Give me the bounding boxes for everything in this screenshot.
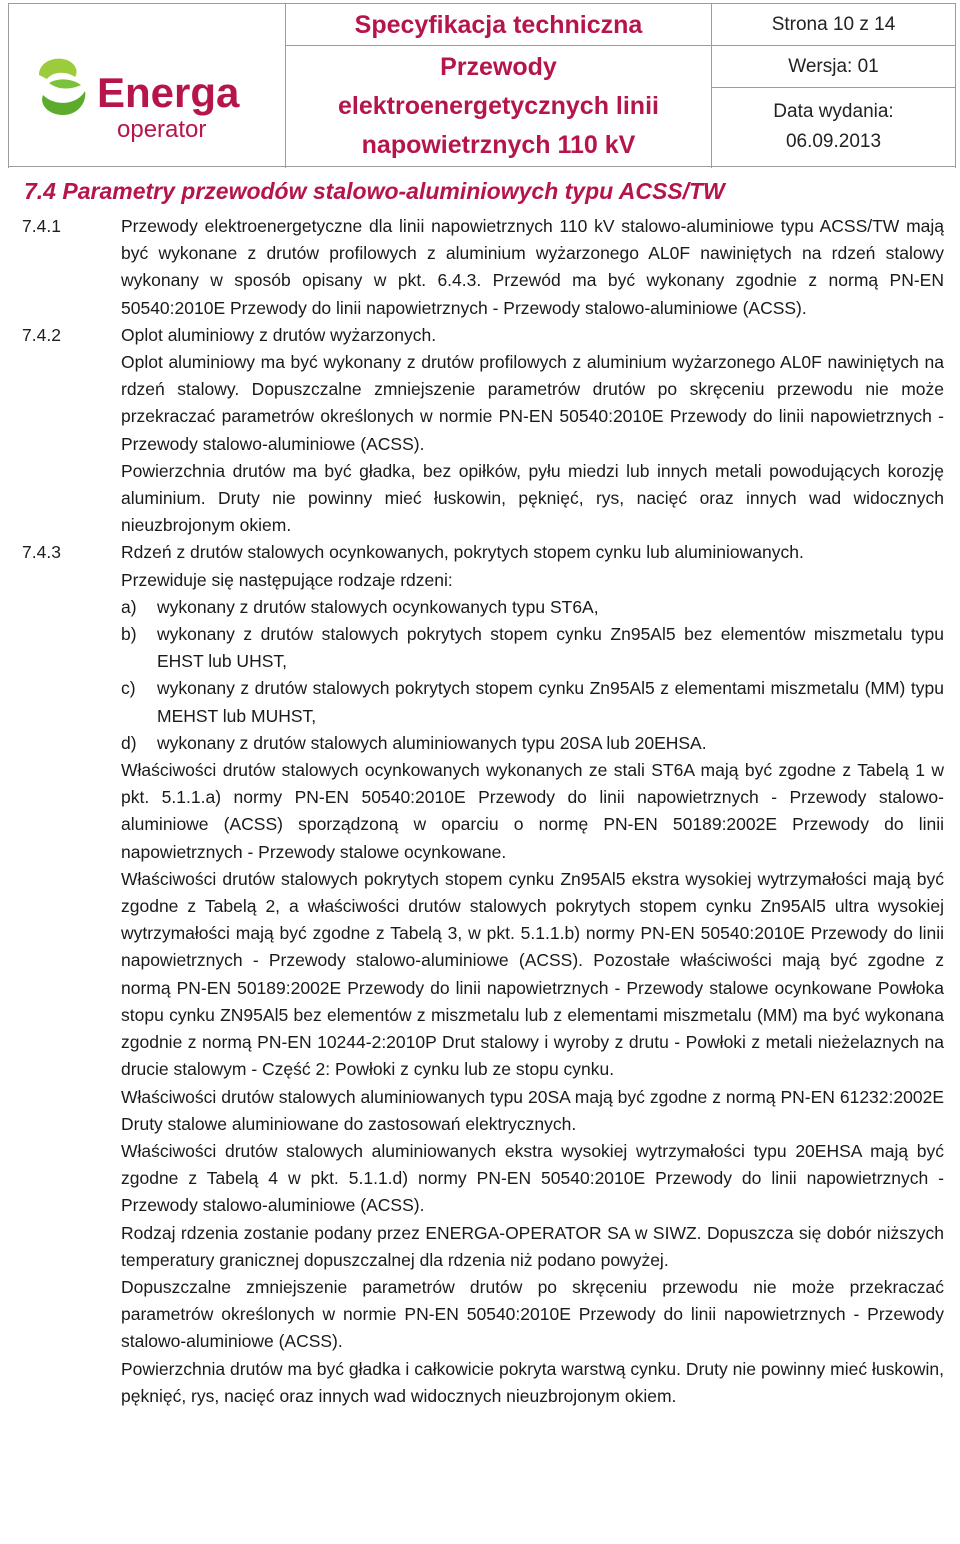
- doc-title-line-3: napowietrznych 110 kV: [361, 130, 636, 159]
- paragraph: Dopuszczalne zmniejszenie parametrów drutów po skręceniu przewodu nie może przekraczać parametrów określonych w normie PN-EN 50540:2010E Przewody do linii napowietrznych - Przewody stalowo-aluminiowe (ACSS).: [121, 1276, 944, 1352]
- clause-number: 7.4.3: [22, 542, 61, 563]
- paragraph: Właściwości drutów stalowych ocynkowanych wykonanych ze stali ST6A mają być zgodne z Tabelą 1 w pkt. 5.1.1.a) normy PN-EN 50540:2010E Przewody do linii napowietrznych - Przewody stalowo-aluminiowe (ACSS) sporządzoną w oparciu o normę PN-EN 50189:2002E Przewody do linii napowietrznych - Przewody stalowe ocynkowane.: [121, 760, 944, 862]
- clause-number: 7.4.1: [22, 216, 61, 236]
- paragraph: Rdzeń z drutów stalowych ocynkowanych, pokrytych stopem cynku lub aluminiowanych.: [121, 542, 804, 563]
- doc-title-cell: [286, 46, 712, 167]
- doc-type: Specyfikacja techniczna: [354, 10, 643, 39]
- list-text: wykonany z drutów stalowych pokrytych stopem cynku Zn95Al5 bez elementów miszmetalu typu EHST lub UHST,: [157, 624, 944, 672]
- logo-wordmark: Energa: [97, 69, 240, 116]
- logo-subtitle: operator: [117, 116, 207, 143]
- clause-7-4-1: [22, 213, 944, 322]
- clause-7-4-2: [22, 322, 944, 540]
- energa-logo: [9, 25, 285, 145]
- clause-7-4-3: [22, 539, 944, 1410]
- clause-text: [121, 322, 944, 540]
- list-label: d): [121, 732, 137, 753]
- paragraph: Powierzchnia drutów ma być gładka i całkowicie pokryta warstwą cynku. Druty nie powinny mieć łuskowin, pęknięć, rys, nacięć oraz innych wad widocznych nieuzbrojonym okiem.: [121, 1358, 944, 1406]
- list-label: c): [121, 678, 136, 699]
- list-item: [121, 621, 944, 675]
- paragraph: Właściwości drutów stalowych aluminiowanych typu 20SA mają być zgodne z normą PN-EN 61232:2002E Druty stalowe aluminiowane do zastosowań elektrycznych.: [121, 1086, 944, 1134]
- list-label: b): [121, 624, 137, 645]
- list-text: wykonany z drutów stalowych ocynkowanych typu ST6A,: [157, 596, 599, 617]
- list-item: [121, 594, 944, 621]
- paragraph: Oplot aluminiowy z drutów wyżarzonych.: [121, 324, 437, 345]
- list-label: a): [121, 596, 137, 617]
- logo-cell: [9, 4, 286, 167]
- list-text: wykonany z drutów stalowych aluminiowanych typu 20SA lub 20EHSA.: [157, 732, 707, 753]
- paragraph: Powierzchnia drutów ma być gładka, bez opiłków, pyłu miedzi lub innych metali powodujących korozję aluminium. Druty nie powinny mieć łuskowin, pęknięć, rys, nacięć oraz innych wad widocznych nieuzbrojonym okiem.: [121, 460, 944, 536]
- list-item: [121, 730, 944, 757]
- doc-title-line-2: elektroenergetycznych linii: [338, 91, 659, 120]
- paragraph: Rodzaj rdzenia zostanie podany przez ENERGA-OPERATOR SA w SIWZ. Dopuszcza się dobór niższych temperatury granicznej dopuszczalnej dla rdzenia niż podano powyżej.: [121, 1222, 944, 1270]
- version: Wersja: 01: [712, 46, 956, 88]
- section-body: [22, 213, 944, 1410]
- document-header: [8, 3, 956, 167]
- clause-number: 7.4.2: [22, 324, 61, 345]
- issue-date: 06.09.2013: [785, 131, 882, 152]
- page-number: Strona 10 z 14: [712, 4, 956, 46]
- issue-date-cell: [712, 88, 956, 167]
- paragraph: Przewiduje się następujące rodzaje rdzeni:: [121, 569, 453, 590]
- doc-title-line-1: Przewody: [440, 52, 557, 81]
- paragraph: Właściwości drutów stalowych pokrytych stopem cynku Zn95Al5 ekstra wysokiej wytrzymałości mają być zgodne z Tabelą 2, a właściwości drutów stalowych pokrytych stopem cynku Zn95Al5 ultra wysokiej wytrzymałości mają być zgodne z Tabelą 3, w pkt. 5.1.1.b) normy PN-EN 50540:2010E Przewody do linii napowietrznych - Przewody stalowo-aluminiowe (ACSS). Pozostałe właściwości mają być zgodne z normą PN-EN 50189:2002E Przewody do linii napowietrznych - Przewody stalowe ocynkowane Powłoka stopu cynku ZN95Al5 bez elementów z miszmetalu lub z elementami miszmetalu (MM) ma być wykonana zgodnie z normą PN-EN 10244-2:2010P Drut stalowy i wyroby z drutu - Powłoki z metali nieżelaznych na drucie stalowym - Część 2: Powłoki z cynku lub ze stopu cynku.: [121, 868, 944, 1080]
- doc-type-cell: [286, 4, 712, 46]
- list-text: wykonany z drutów stalowych pokrytych stopem cynku Zn95Al5 z elementami miszmetalu (MM) typu MEHST lub MUHST,: [157, 678, 944, 726]
- issue-label: Data wydania:: [773, 101, 894, 122]
- paragraph: Właściwości drutów stalowych aluminiowanych ekstra wysokiej wytrzymałości typu 20EHSA mają być zgodne z Tabelą 4 w pkt. 5.1.1.d) normy PN-EN 50540:2010E Przewody do linii napowietrznych - Przewody stalowo-aluminiowe (ACSS).: [121, 1140, 944, 1216]
- energa-logo-mark-icon: [9, 25, 285, 145]
- clause-text: [121, 539, 944, 1410]
- clause-text: [121, 213, 944, 322]
- section-title: 7.4 Parametry przewodów stalowo-aluminiowych typu ACSS/TW: [24, 178, 725, 204]
- list-item: [121, 675, 944, 729]
- paragraph: Przewody elektroenergetyczne dla linii napowietrznych 110 kV stalowo-aluminiowe typu ACSS/TW mają być wykonane z drutów profilowych z aluminium wyżarzonego AL0F nawiniętych na rdzeń stalowy wykonany w sposób opisany w pkt. 6.4.3. Przewód ma być wykonany zgodnie z normą PN-EN 50540:2010E Przewody do linii napowietrznych - Przewody stalowo-aluminiowe (ACSS).: [121, 216, 944, 318]
- paragraph: Oplot aluminiowy ma być wykonany z drutów profilowych z aluminium wyżarzonego AL0F nawiniętych na rdzeń stalowy. Dopuszczalne zmniejszenie parametrów drutów po skręceniu przewodu nie może przekraczać parametrów określonych w normie PN-EN 50540:2010E Przewody do linii napowietrznych - Przewody stalowo-aluminiowe (ACSS).: [121, 352, 944, 454]
